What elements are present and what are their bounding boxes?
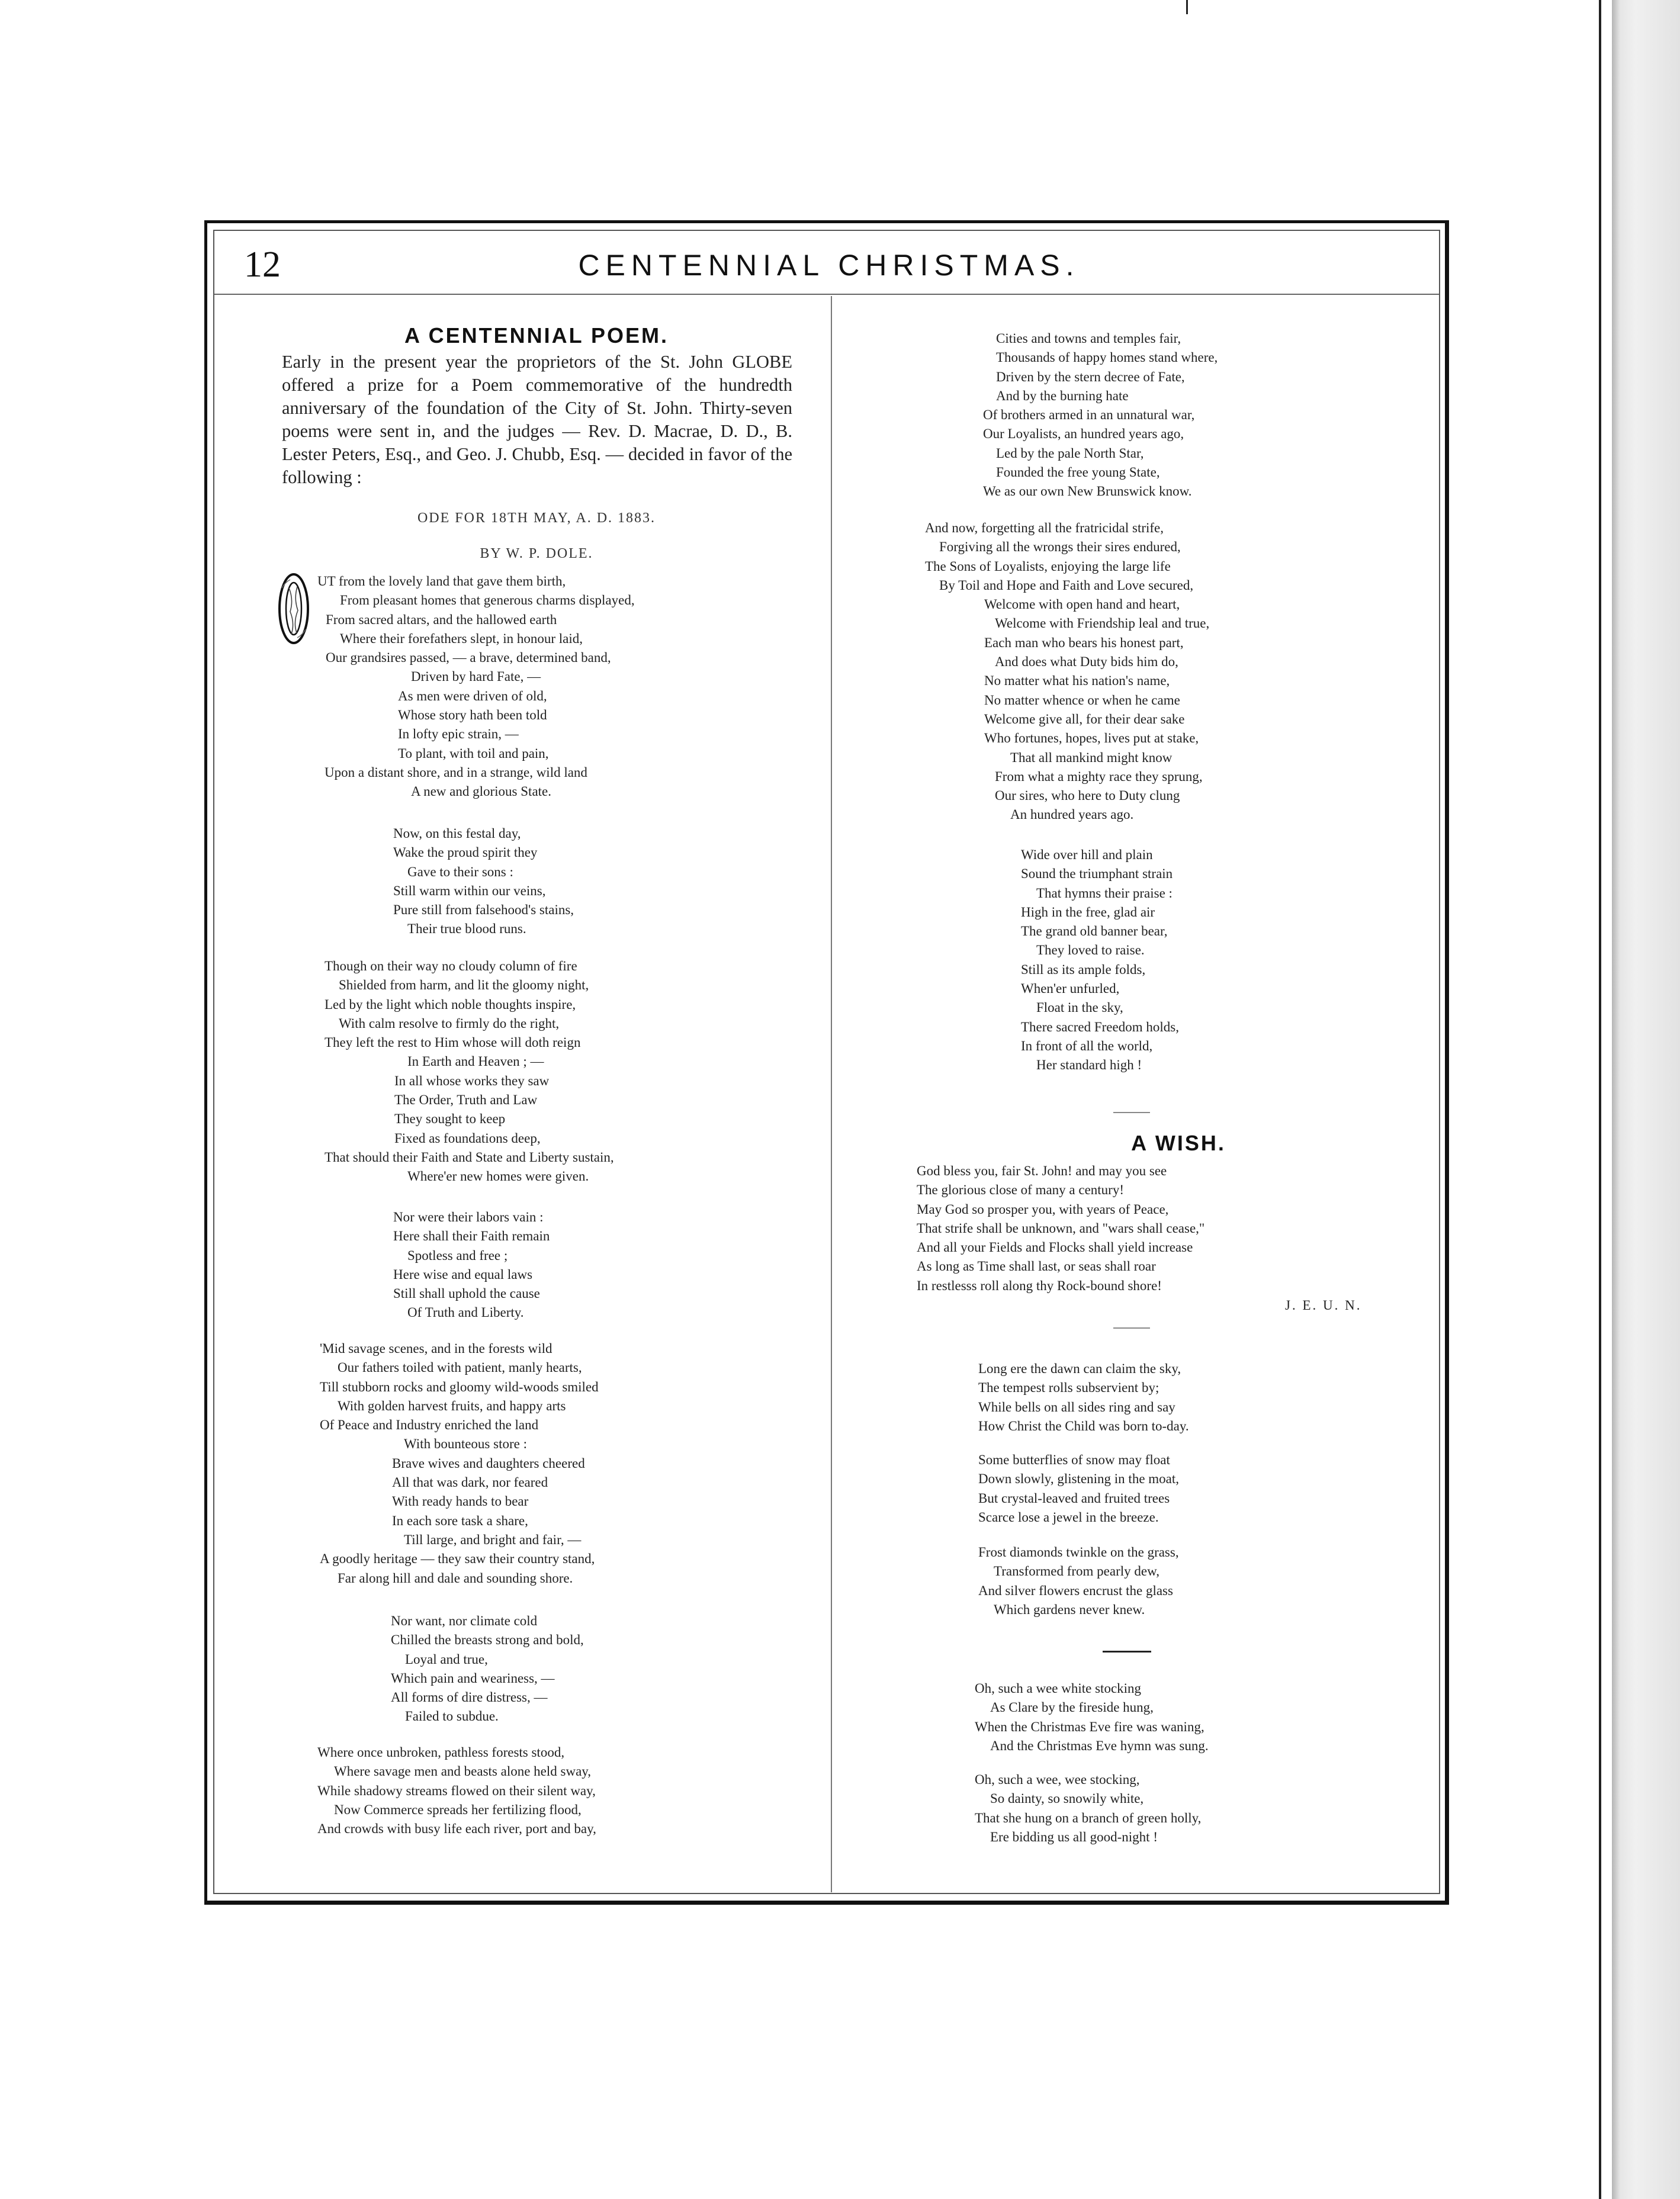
poem-line: Which gardens never knew.: [994, 1602, 1145, 1617]
stanza-9: [925, 519, 1209, 825]
poem-line: Transformed from pearly dew,: [994, 1564, 1159, 1579]
poem-line: Welcome with open hand and heart,: [984, 597, 1180, 612]
poem-line: With calm resolve to firmly do the right,: [339, 1015, 560, 1031]
poem-intro: Early in the present year the proprietors of the St. John GLOBE offered a prize for a Poem commemorative of the hundredth anniversary of the foundation of the City of St. John. Thirty-seven poems were sent in, and the judges — Rev. D. Macrae, D. D., B. Lester Peters, Esq., and Geo. J. Chubb, Esq. — decided in favor of the following :: [282, 352, 792, 487]
poem-line: Oh, such a wee white stocking: [975, 1681, 1142, 1696]
poem-line: By Toil and Hope and Faith and Love secured,: [939, 577, 1194, 593]
poem-line: But crystal-leaved and fruited trees: [978, 1490, 1170, 1506]
poem-line: Welcome give all, for their dear sake: [984, 711, 1185, 726]
poem-line: Of brothers armed in an unnatural war,: [983, 407, 1195, 423]
poem-line: Upon a distant shore, and in a strange, wild land: [325, 764, 587, 780]
poem-line: In restlesss roll along thy Rock-bound shore!: [917, 1278, 1162, 1293]
stanza-8: [978, 329, 1218, 501]
poem-line: With golden harvest fruits, and happy arts: [338, 1398, 566, 1413]
poem-line: And all your Fields and Flocks shall yield increase: [917, 1240, 1193, 1255]
stanza-3: [325, 957, 614, 1187]
poem-line: The Sons of Loyalists, enjoying the large life: [925, 558, 1171, 574]
poem-line: Brave wives and daughters cheered: [392, 1455, 585, 1471]
poem-line: That all mankind might know: [1010, 750, 1173, 765]
poem-line: To plant, with toil and pain,: [398, 745, 549, 761]
poem-line: Driven by the stern decree of Fate,: [996, 369, 1185, 384]
poem-line: Fixed as foundations deep,: [394, 1130, 541, 1146]
poem-line: From what a mighty race they sprung,: [995, 769, 1203, 784]
poem-line: Till stubborn rocks and gloomy wild-woods smiled: [320, 1379, 599, 1394]
poem-line: Led by the light which noble thoughts inspire,: [325, 996, 576, 1012]
section-rule: [1103, 1651, 1151, 1653]
poem-line: Of Truth and Liberty.: [407, 1305, 524, 1320]
poem-line: Far along hill and dale and sounding shore.: [338, 1570, 573, 1586]
poem-line: Led by the pale North Star,: [996, 445, 1144, 461]
poem-line: Spotless and free ;: [407, 1248, 508, 1263]
poem-line: May God so prosper you, with years of Peace,: [917, 1201, 1169, 1217]
poem-line: Our grandsires passed, — a brave, determined band,: [326, 650, 611, 666]
poem-line: When the Christmas Eve fire was waning,: [975, 1719, 1204, 1734]
page-number: 12: [244, 245, 281, 285]
wish-poem: [917, 1162, 1204, 1295]
poem-line: All that was dark, nor feared: [392, 1475, 548, 1490]
poem-line: Float in the sky,: [1036, 1000, 1123, 1015]
poem-line: The Order, Truth and Law: [394, 1092, 538, 1108]
poem-line: That hymns their praise :: [1036, 885, 1173, 901]
poem-line: They loved to raise.: [1036, 943, 1145, 958]
column-divider: [831, 296, 832, 1892]
poem-heading: A CENTENNIAL POEM.: [404, 323, 669, 348]
poem-line: As Clare by the fireside hung,: [990, 1700, 1154, 1715]
poem-line: Now, on this festal day,: [393, 826, 521, 841]
poem-line: When'er unfurled,: [1021, 981, 1120, 996]
poem-line: Each man who bears his honest part,: [984, 635, 1184, 650]
poem-line: They left the rest to Him whose will doth reign: [325, 1035, 581, 1050]
poem-line: Where savage men and beasts alone held sway,: [334, 1764, 592, 1779]
poem-line: And silver flowers encrust the glass: [978, 1583, 1173, 1598]
poem-line: Failed to subdue.: [405, 1709, 499, 1724]
poem-line: As long as Time shall last, or seas shall roar: [917, 1259, 1156, 1274]
poem-line: The glorious close of many a century!: [917, 1182, 1124, 1198]
stanza-7: [317, 1743, 596, 1838]
scan-mark: [1186, 0, 1188, 14]
poem-line: No matter what his nation's name,: [984, 673, 1170, 689]
poem-line: UT from the lovely land that gave them birth,: [317, 574, 566, 589]
poem-line: Oh, such a wee, wee stocking,: [975, 1772, 1140, 1787]
poem-line: There sacred Freedom holds,: [1021, 1019, 1179, 1034]
poem-line: Which pain and weariness, —: [391, 1670, 555, 1686]
christmas-stanza-2: [978, 1451, 1179, 1527]
poem-line: Frost diamonds twinkle on the grass,: [978, 1545, 1179, 1560]
poem-line: From sacred altars, and the hallowed earth: [326, 612, 557, 627]
poem-line: That she hung on a branch of green holly,: [975, 1810, 1202, 1825]
poem-line: Wide over hill and plain: [1021, 847, 1153, 862]
poem-line: In lofty epic strain, —: [398, 726, 519, 742]
poem-line: All forms of dire distress, —: [391, 1690, 548, 1705]
ode-title: ODE FOR 18TH MAY, A. D. 1883.: [417, 510, 656, 526]
poem-line: Down slowly, glistening in the moat,: [978, 1471, 1180, 1487]
poem-line: Still warm within our veins,: [393, 883, 546, 898]
poem-line: The tempest rolls subservient by;: [978, 1380, 1159, 1396]
poem-line: And the Christmas Eve hymn was sung.: [990, 1738, 1209, 1753]
poem-line: Some butterflies of snow may float: [978, 1452, 1170, 1467]
poem-line: Chilled the breasts strong and bold,: [391, 1632, 584, 1648]
section-rule: [1113, 1327, 1150, 1329]
header-rule: [214, 294, 1439, 295]
poem-line: Still as its ample folds,: [1021, 962, 1146, 977]
poem-line: Their true blood runs.: [407, 921, 526, 937]
wish-heading: A WISH.: [1131, 1131, 1226, 1155]
poem-line: A goodly heritage — they saw their country stand,: [320, 1551, 595, 1567]
poem-line: Our Loyalists, an hundred years ago,: [983, 426, 1184, 442]
poem-line: Till large, and bright and fair, —: [404, 1532, 582, 1547]
poem-line: That should their Faith and State and Liberty sustain,: [325, 1149, 614, 1165]
running-head: CENTENNIAL CHRISTMAS.: [578, 249, 1080, 282]
poem-line: Scarce lose a jewel in the breeze.: [978, 1509, 1159, 1525]
poem-line: That strife shall be unknown, and "wars shall cease,": [917, 1220, 1205, 1236]
poem-line: So dainty, so snowily white,: [990, 1791, 1144, 1806]
poem-line: With ready hands to bear: [392, 1494, 529, 1509]
poem-line: While bells on all sides ring and say: [978, 1399, 1175, 1414]
stocking-stanza-1: [975, 1679, 1209, 1756]
poem-line: The grand old banner bear,: [1021, 924, 1168, 939]
poem-line: Wake the proud spirit they: [393, 845, 538, 860]
poem-line: Here wise and equal laws: [393, 1266, 533, 1282]
poem-line: Nor want, nor climate cold: [391, 1613, 538, 1628]
section-rule: [1113, 1112, 1150, 1113]
poem-line: Where'er new homes were given.: [407, 1169, 589, 1184]
poem-line: Cities and towns and temples fair,: [996, 331, 1181, 346]
poem-line: Welcome with Friendship leal and true,: [995, 616, 1210, 631]
poem-line: Thousands of happy homes stand where,: [996, 350, 1218, 365]
poem-line: In Earth and Heaven ; —: [407, 1054, 544, 1069]
stanza-5: [320, 1339, 599, 1588]
poem-line: In front of all the world,: [1021, 1038, 1153, 1053]
poem-line: In each sore task a share,: [392, 1513, 528, 1528]
drop-cap-o: [277, 570, 310, 647]
scan-page-edge: [1612, 0, 1680, 2199]
poem-line: Shielded from harm, and lit the gloomy night,: [339, 978, 589, 993]
poem-line: Who fortunes, hopes, lives put at stake,: [984, 731, 1199, 746]
christmas-stanza-3: [978, 1543, 1179, 1619]
poem-line: How Christ the Child was born to-day.: [978, 1418, 1189, 1433]
poem-line: Though on their way no cloudy column of fire: [325, 959, 577, 973]
poem-line: And does what Duty bids him do,: [995, 654, 1178, 670]
stanza-6: [391, 1612, 584, 1727]
poem-line: And crowds with busy life each river, port and bay,: [317, 1821, 596, 1837]
poem-line: Sound the triumphant strain: [1021, 866, 1173, 882]
poem-line: Forgiving all the wrongs their sires endured,: [939, 539, 1181, 555]
poem-line: 'Mid savage scenes, and in the forests wild: [320, 1341, 552, 1356]
poem-line: Where once unbroken, pathless forests stood,: [317, 1745, 565, 1760]
poem-line: Our fathers toiled with patient, manly hearts,: [338, 1360, 582, 1375]
poem-line: While shadowy streams flowed on their silent way,: [317, 1783, 596, 1798]
stanza-2: [393, 824, 574, 939]
poem-line: From pleasant homes that generous charms displayed,: [340, 593, 635, 608]
stanza-4: [393, 1208, 550, 1323]
stanza-10: [1021, 845, 1179, 1075]
poem-line: Her standard high !: [1036, 1057, 1142, 1073]
poem-line: Where their forefathers slept, in honour laid,: [340, 631, 583, 646]
poem-line: Still shall uphold the cause: [393, 1286, 540, 1301]
poem-line: And by the burning hate: [996, 388, 1129, 403]
poem-line: Of Peace and Industry enriched the land: [320, 1417, 539, 1433]
ode-byline: BY W. P. DOLE.: [480, 546, 593, 561]
poem-line: In all whose works they saw: [394, 1073, 550, 1088]
poem-line: They sought to keep: [394, 1111, 506, 1127]
poem-line: Ere bidding us all good-night !: [990, 1829, 1158, 1844]
poem-line: Whose story hath been told: [398, 708, 547, 723]
poem-line: And now, forgetting all the fratricidal strife,: [925, 520, 1164, 535]
poem-line: Pure still from falsehood's stains,: [393, 902, 574, 918]
poem-line: A new and glorious State.: [411, 784, 551, 799]
poem-line: Here shall their Faith remain: [393, 1229, 550, 1244]
stanza-1: [317, 572, 635, 802]
poem-line: An hundred years ago.: [1010, 807, 1134, 822]
poem-line: Gave to their sons :: [407, 864, 513, 879]
stocking-stanza-2: [975, 1770, 1201, 1847]
scan-edge-line: [1599, 0, 1601, 2199]
poem-line: No matter whence or when he came: [984, 692, 1180, 708]
poem-line: Driven by hard Fate, —: [411, 669, 541, 684]
poem-line: High in the free, glad air: [1021, 904, 1155, 920]
poem-line: Founded the free young State,: [996, 465, 1160, 480]
poem-line: Nor were their labors vain :: [393, 1210, 544, 1224]
poem-line: Now Commerce spreads her fertilizing flood,: [334, 1802, 582, 1817]
wish-signature: J. E. U. N.: [1285, 1298, 1362, 1313]
poem-line: We as our own New Brunswick know.: [983, 484, 1192, 499]
christmas-stanza-1: [978, 1359, 1189, 1436]
poem-line: Loyal and true,: [405, 1651, 488, 1667]
poem-line: With bounteous store :: [404, 1436, 527, 1452]
poem-line: God bless you, fair St. John! and may you see: [917, 1163, 1167, 1178]
poem-line: As men were driven of old,: [398, 688, 547, 703]
poem-line: Long ere the dawn can claim the sky,: [978, 1361, 1181, 1376]
poem-line: Our sires, who here to Duty clung: [995, 788, 1180, 803]
